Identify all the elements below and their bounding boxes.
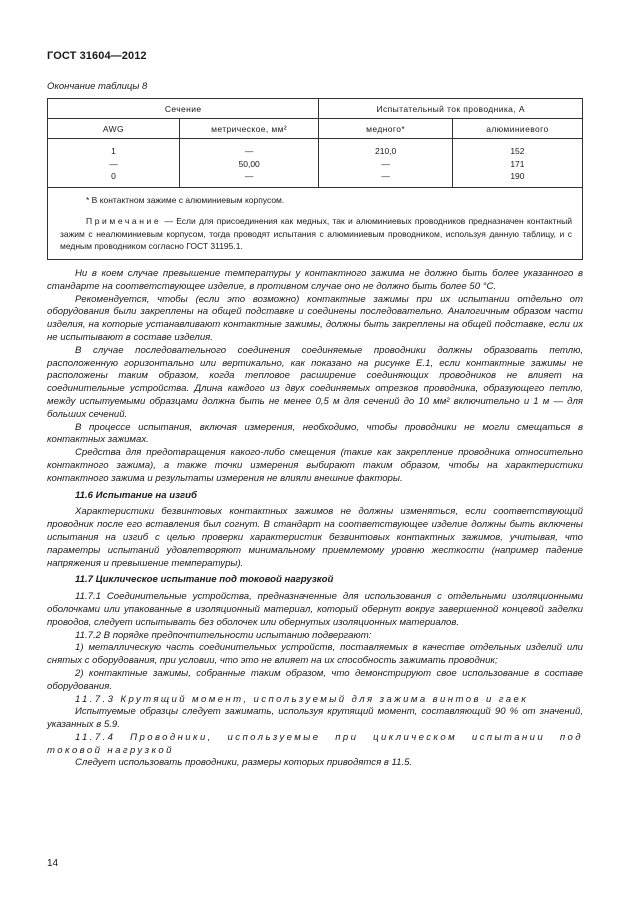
table-8-end <box>47 98 583 260</box>
paragraph: Характеристики безвинтовых контактных зажимов не должны изменяться, если соответствующий проводник после его вставления был согнут. В стандарт на соответствующее изделие должны быть включены испытания на изгиб с целью проверки характеристик безвинтовых контактных зажимов, учитывая, что параметры испытаний удовлетворяют минимальному приемлемому уровню жесткости (например падение напряжения и превышение температуры). <box>47 506 583 569</box>
header-section: Сечение <box>48 99 319 119</box>
page-number: 14 <box>47 858 59 869</box>
paragraph-11-7-1: 11.7.1 Соединительные устройства, предназначенные для использования с отдельными изоляционными оболочками или упакованные в изоляционный материал, который обернут вокруг завершенной концевой заделки проводов, следует испытывать без оболочек или обернутых изоляционных материалов. <box>47 591 583 628</box>
table-notes <box>48 188 582 259</box>
paragraph: В случае последовательного соединения соединяемые проводники должны образовать петлю, расположенную горизонтально или вертикально, как показано на рисунке Е.1, если контактные зажимы не расположены таким образом, когда тепловое расширение соединяющих проводников не влияет на соединительные устройства. Длина каждого из двух соединяемых отрезков проводника, образующего петлю, между испытуемыми образцами должна быть не менее 0,5 м для сечений до 10 мм² включительно и 1 м — для больших сечений. <box>47 344 583 420</box>
table-footnote: * В контактном зажиме с алюминиевым корпусом. <box>86 194 285 205</box>
header-metric: метрическое, мм² <box>179 119 319 139</box>
cell-copper: 210,0 — — <box>319 139 452 188</box>
list-item: 1) металлическую часть соединительных устройств, поставляемых в качестве отдельных изделий или снятых с оборудования, при условии, что это не влияет на их способность зажимать проводник; <box>47 642 583 667</box>
data-table <box>48 99 582 188</box>
table-caption: Окончание таблицы 8 <box>47 81 148 92</box>
note-text: — Если для присоединения как медных, так и алюминиевых проводников предназначен контактный зажим с неалюминиевым корпусом, тогда проводят испытания с алюминиевым проводником, используя данную таблицу, и с медным проводником согласно ГОСТ 31195.1. <box>60 216 572 252</box>
paragraph-11-7-2: 11.7.2 В порядке предпочтительности испытанию подвергают: <box>75 629 372 641</box>
paragraph-11-7-4: 11.7.4 Проводники, используемые при циклическом испытании под токовой нагрузкой <box>47 731 583 756</box>
header-test-current: Испытательный ток проводника, А <box>319 99 582 119</box>
cell-aluminium: 152 171 190 <box>452 139 582 188</box>
section-heading-11-6: 11.6 Испытание на изгиб <box>75 489 197 501</box>
cell-awg: 1 — 0 <box>48 139 179 188</box>
table-row <box>48 139 582 188</box>
paragraph: Средства для предотвращения какого-либо смещения (такие как закрепление проводника относительно контактного зажима), а также точки измерения выбирают таким образом, чтобы на характеристики контактного зажима и результаты измерения не влияли внешние факторы. <box>47 447 583 484</box>
body-text <box>47 268 583 770</box>
paragraph: В процессе испытания, включая измерения, необходимо, чтобы проводники не могли смещаться в контактных зажимах. <box>47 421 583 446</box>
table-note <box>60 215 572 253</box>
paragraph: Испытуемые образцы следует зажимать, используя крутящий момент, составляющий 90 % от значений, указанных в 5.9. <box>47 706 583 731</box>
table-subheader-row <box>48 119 582 139</box>
section-heading-11-7: 11.7 Циклическое испытание под токовой нагрузкой <box>75 574 334 586</box>
cell-metric: — 50,00 — <box>179 139 319 188</box>
list-item: 2) контактные зажимы, собранные таким образом, что демонстрируют свое использование в составе оборудования. <box>47 667 583 692</box>
table-group-header-row <box>48 99 582 119</box>
header-copper: медного* <box>319 119 452 139</box>
paragraph: Рекомендуется, чтобы (если это возможно) контактные зажимы при их испытании отдельно от оборудования были закреплены на общей подставке и соединены последовательно. Аналогичным образом части изделия, на которые устанавливают контактные зажимы, должны быть закреплены на общей подставке, если их не испытывают в составе изделия. <box>47 293 583 343</box>
paragraph: Ни в коем случае превышение температуры у контактного зажима не должно быть более указанного в стандарте на соответствующее изделие, в противном случае оно не должно быть более 50 °С. <box>47 268 583 292</box>
document-header: ГОСТ 31604—2012 <box>47 50 147 62</box>
note-label: Примечание <box>86 216 162 227</box>
paragraph: Следует использовать проводники, размеры которых приводятся в 11.5. <box>75 757 413 769</box>
header-awg: AWG <box>48 119 179 139</box>
paragraph-11-7-3: 11.7.3 Крутящий момент, используемый для зажима винтов и гаек <box>75 693 529 705</box>
header-aluminium: алюминиевого <box>452 119 582 139</box>
